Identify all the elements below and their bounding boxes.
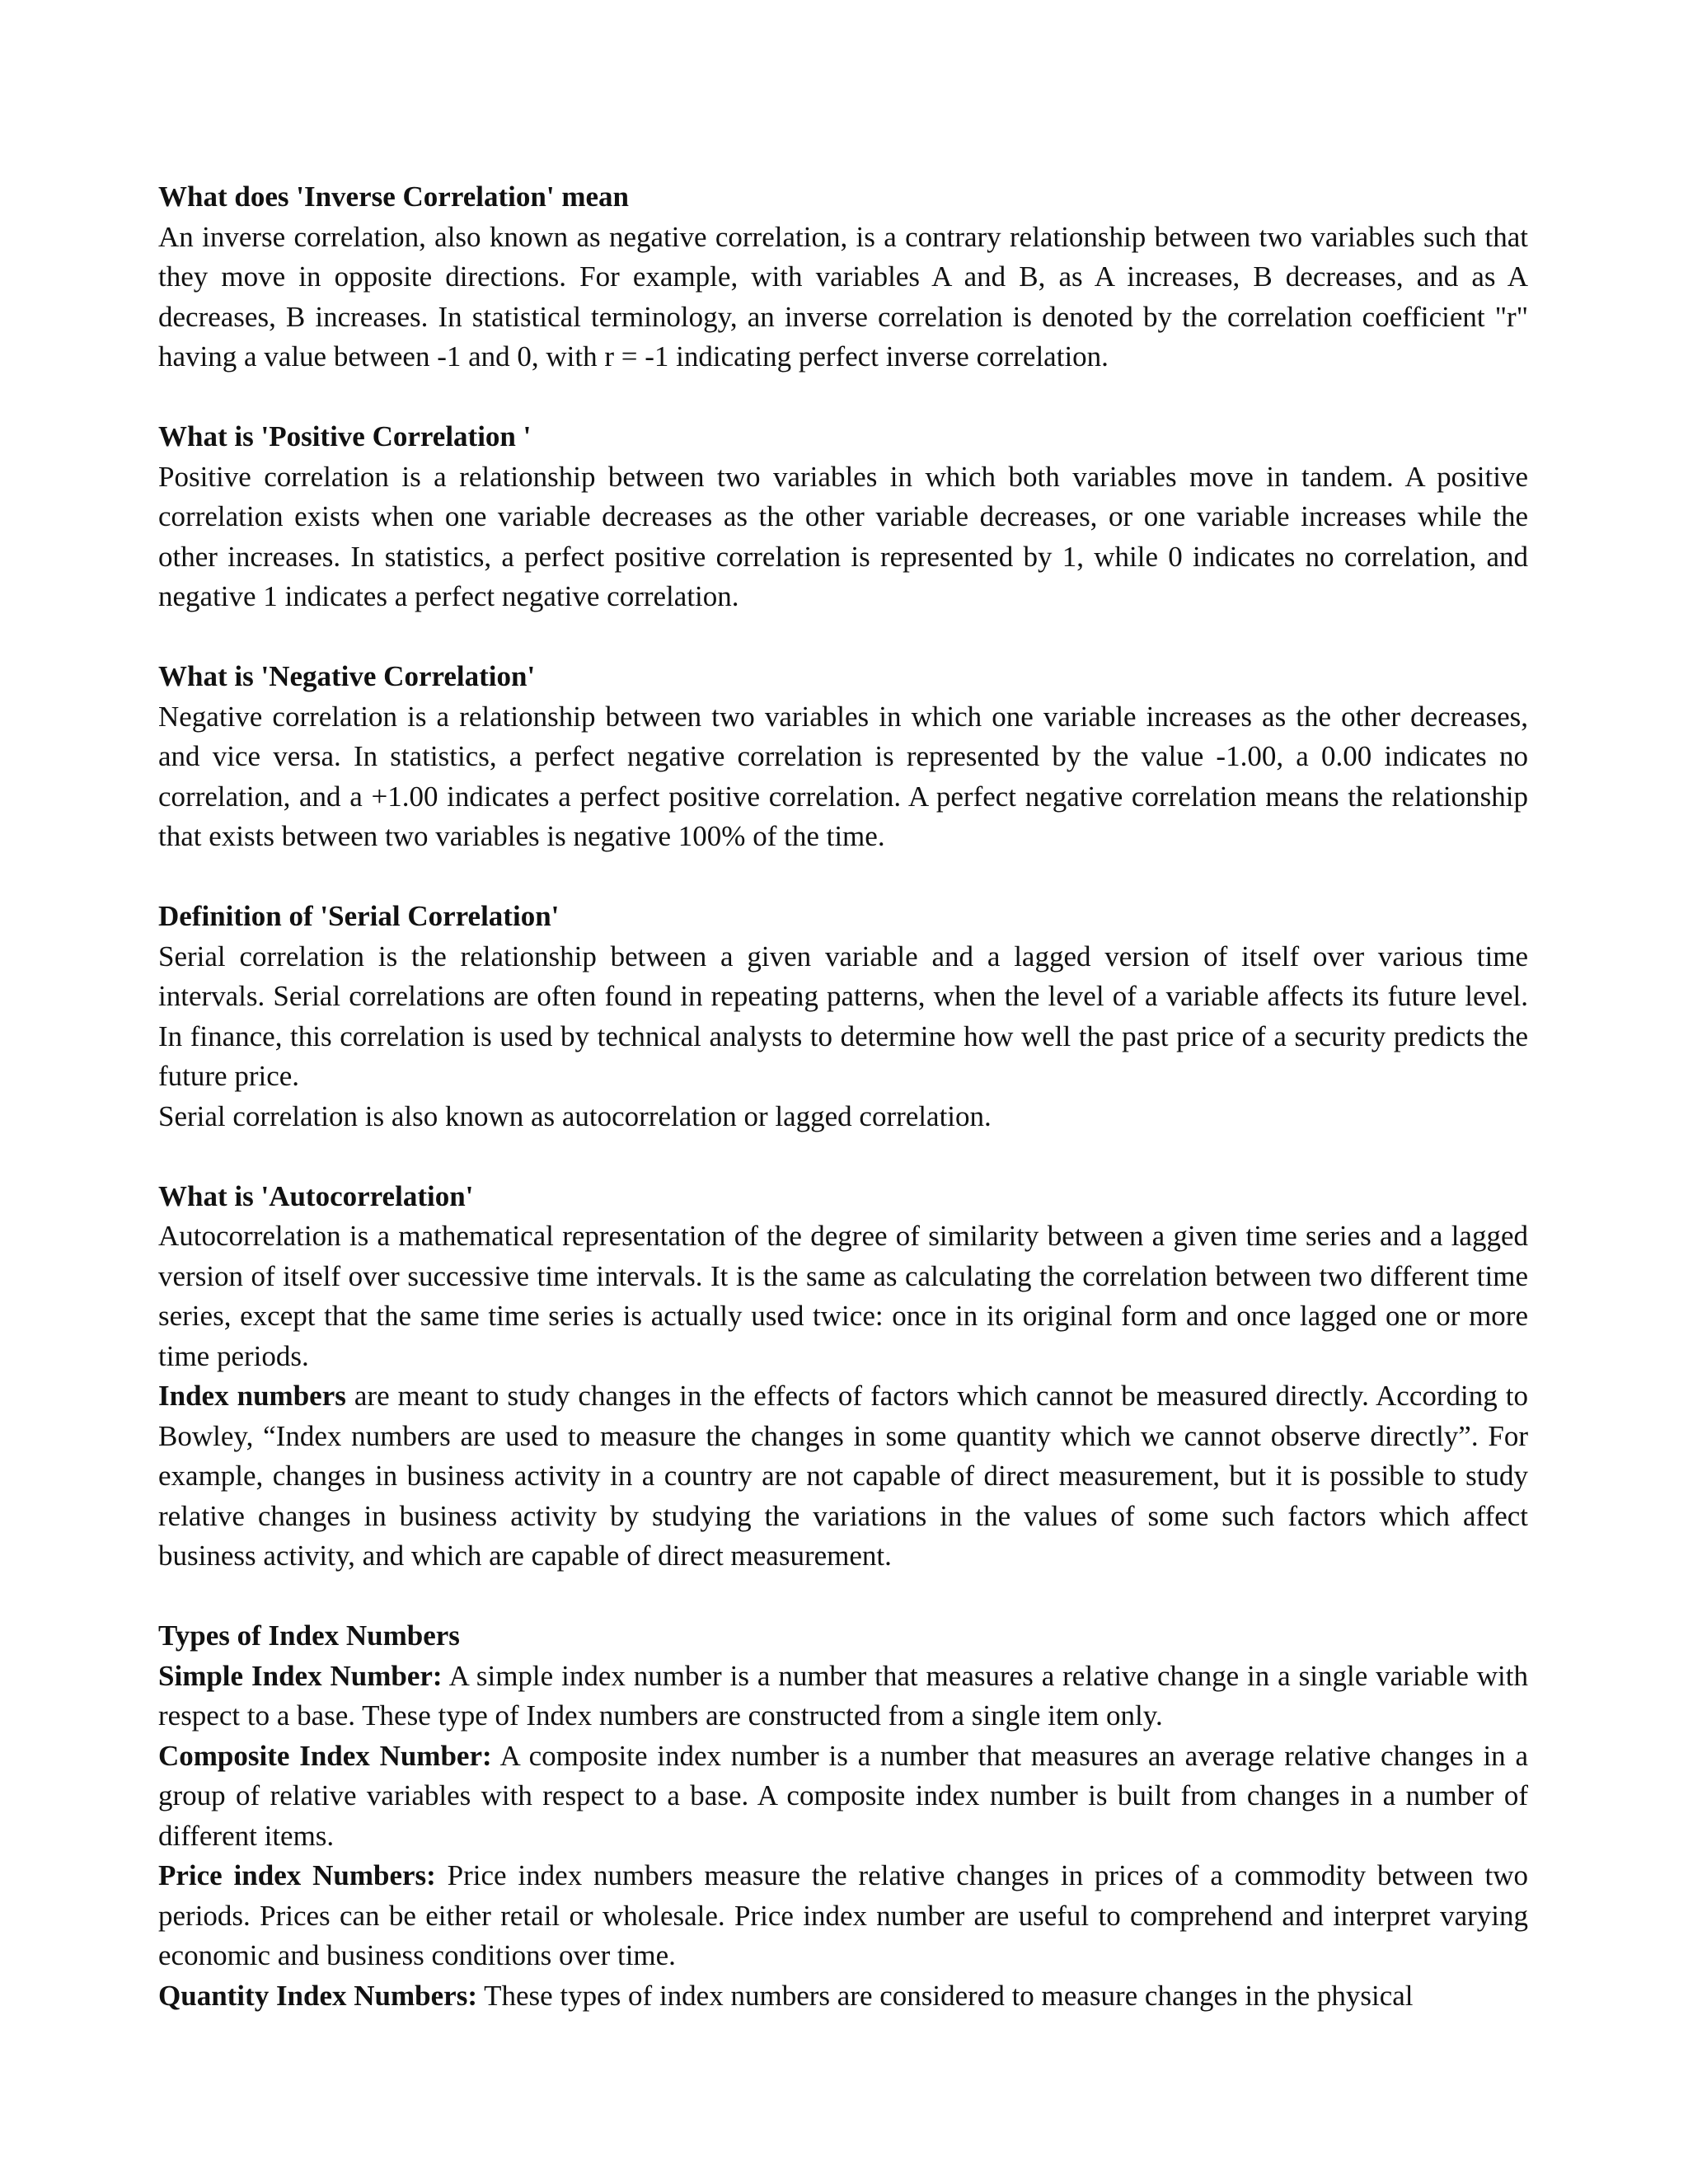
type-text: A simple index number is a number that measures a relative change in a single variable with respect to a base. These type of Index numbers are constructed from a single item only. <box>158 1659 1529 1732</box>
section-heading: Types of Index Numbers <box>158 1619 460 1652</box>
section-heading: What does 'Inverse Correlation' mean <box>158 180 629 213</box>
section-types-of-index-numbers <box>158 1616 1528 2016</box>
type-term: Composite Index Number: <box>158 1739 492 1772</box>
type-text: Price index numbers measure the relative changes in prices of a commodity between two periods. Prices can be either retail or wholesale. Price index number are useful to comprehend and interpret varying economic and business conditions over time. <box>158 1859 1528 1971</box>
section-positive-correlation <box>158 417 1528 617</box>
type-text: A composite index number is a number that measures an average relative changes in a group of relative variables with respect to a base. A composite index number is built from changes in a number of different items. <box>158 1739 1528 1852</box>
paragraph: Serial correlation is also known as autocorrelation or lagged correlation. <box>158 1099 992 1132</box>
section-heading: Definition of 'Serial Correlation' <box>158 900 560 932</box>
section-negative-correlation <box>158 657 1528 857</box>
document-page <box>158 177 1528 2016</box>
paragraph: Positive correlation is a relationship between two variables in which both variables move in tandem. A positive correlation exists when one variable decreases as the other variable decreases, or one variable increases while the other increases. In statistics, a perfect positive correlation is represented by 1, while 0 indicates no correlation, and negative 1 indicates a perfect negative correlation. <box>158 460 1528 612</box>
type-text: These types of index numbers are considered to measure changes in the physical <box>476 1979 1414 2012</box>
paragraph: An inverse correlation, also known as negative correlation, is a contrary relationship between two variables such that they move in opposite directions. For example, with variables A and B, as A increases, B decreases, and as A decreases, B increases. In statistical terminology, an inverse correlation is denoted by the correlation coefficient "r" having a value between -1 and 0, with r = -1 indicating perfect inverse correlation. <box>158 220 1528 373</box>
paragraph: Serial correlation is the relationship between a given variable and a lagged version of itself over various time intervals. Serial correlations are often found in repeating patterns, when the level of a variable affects its future level. In finance, this correlation is used by technical analysts to determine how well the past price of a security predicts the future price. <box>158 940 1528 1092</box>
paragraph: Negative correlation is a relationship between two variables in which one variable increases as the other decreases, and vice versa. In statistics, a perfect negative correlation is represented by the value -1.00, a 0.00 indicates no correlation, and a +1.00 indicates a perfect positive correlation. A perfect negative correlation means the relationship that exists between two variables is negative 100% of the time. <box>158 700 1528 852</box>
type-term: Quantity Index Numbers: <box>158 1979 477 2012</box>
index-numbers-paragraph <box>158 1376 1528 1577</box>
section-heading: What is 'Positive Correlation ' <box>158 420 532 452</box>
type-item-composite <box>158 1736 1528 1857</box>
section-autocorrelation <box>158 1177 1528 1577</box>
type-term: Simple Index Number: <box>158 1659 443 1692</box>
type-term: Price index Numbers: <box>158 1859 436 1891</box>
index-numbers-term: Index numbers <box>158 1380 346 1412</box>
type-item-simple <box>158 1657 1528 1736</box>
section-serial-correlation <box>158 897 1528 1137</box>
index-numbers-text: are meant to study changes in the effects of factors which cannot be measured directly. According to Bowley, “Index numbers are used to measure the changes in some quantity which we cannot observe directly”. For example, changes in business activity in a country are not capable of direct measurement, but it is possible to study relative changes in business activity by studying the variations in the values of some such factors which affect business activity, and which are capable of direct measurement. <box>158 1380 1528 1572</box>
paragraph: Autocorrelation is a mathematical representation of the degree of similarity between a given time series and a lagged version of itself over successive time intervals. It is the same as calculating the correlation between two different time series, except that the same time series is actually used twice: once in its original form and once lagged one or more time periods. <box>158 1220 1528 1372</box>
type-item-quantity <box>158 1976 1528 2017</box>
section-inverse-correlation <box>158 177 1528 377</box>
section-heading: What is 'Autocorrelation' <box>158 1179 474 1212</box>
type-item-price <box>158 1856 1528 1976</box>
section-heading: What is 'Negative Correlation' <box>158 660 536 692</box>
